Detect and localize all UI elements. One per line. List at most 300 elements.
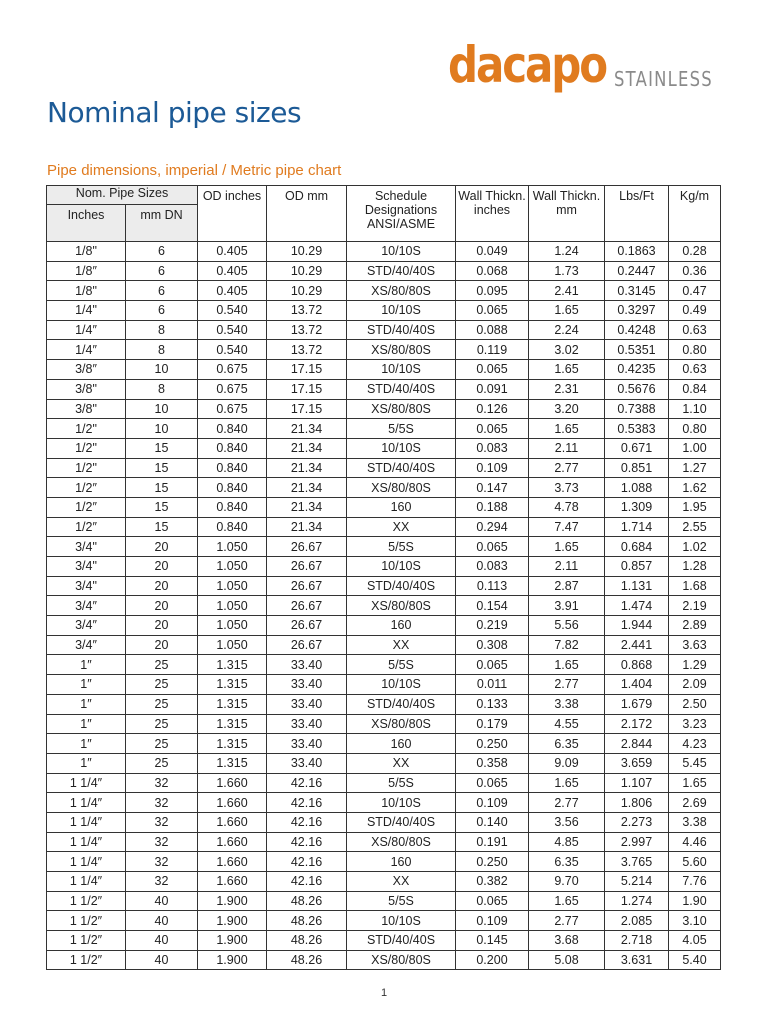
cell-od-inches: 1.660 (198, 793, 267, 813)
cell-schedule: STD/40/40S (347, 458, 456, 478)
cell-lbs-ft: 2.273 (605, 812, 669, 832)
cell-wall-inches: 0.049 (456, 242, 529, 262)
cell-inches: 1 1/4″ (47, 773, 126, 793)
cell-inches: 3/4″ (47, 616, 126, 636)
cell-inches: 1″ (47, 655, 126, 675)
cell-lbs-ft: 0.4235 (605, 360, 669, 380)
cell-od-inches: 1.660 (198, 812, 267, 832)
cell-kg-m: 2.09 (669, 675, 721, 695)
cell-kg-m: 0.49 (669, 301, 721, 321)
cell-schedule: STD/40/40S (347, 320, 456, 340)
cell-mm-dn: 20 (126, 616, 198, 636)
cell-schedule: STD/40/40S (347, 931, 456, 951)
cell-od-mm: 13.72 (267, 340, 347, 360)
cell-kg-m: 4.05 (669, 931, 721, 951)
cell-lbs-ft: 0.868 (605, 655, 669, 675)
cell-wall-mm: 2.77 (529, 675, 605, 695)
header-lbs-ft: Lbs/Ft (605, 186, 669, 242)
cell-inches: 1 1/2″ (47, 891, 126, 911)
cell-kg-m: 1.28 (669, 557, 721, 577)
cell-wall-inches: 0.065 (456, 301, 529, 321)
cell-wall-mm: 1.65 (529, 891, 605, 911)
table-row (47, 281, 721, 301)
cell-mm-dn: 6 (126, 242, 198, 262)
cell-kg-m: 4.23 (669, 734, 721, 754)
cell-wall-inches: 0.200 (456, 950, 529, 970)
cell-schedule: 5/5S (347, 537, 456, 557)
cell-wall-mm: 1.24 (529, 242, 605, 262)
header-schedule: Schedule Designations ANSI/ASME (347, 186, 456, 242)
cell-lbs-ft: 0.3145 (605, 281, 669, 301)
cell-lbs-ft: 0.2447 (605, 261, 669, 281)
cell-od-inches: 1.660 (198, 832, 267, 852)
cell-inches: 1 1/2″ (47, 911, 126, 931)
cell-mm-dn: 8 (126, 320, 198, 340)
cell-wall-inches: 0.088 (456, 320, 529, 340)
cell-mm-dn: 15 (126, 517, 198, 537)
cell-inches: 1/2" (47, 419, 126, 439)
cell-kg-m: 1.00 (669, 438, 721, 458)
table-row (47, 753, 721, 773)
table-row (47, 616, 721, 636)
cell-od-inches: 1.315 (198, 675, 267, 695)
cell-mm-dn: 20 (126, 557, 198, 577)
cell-od-inches: 1.660 (198, 852, 267, 872)
cell-wall-mm: 2.77 (529, 793, 605, 813)
cell-wall-inches: 0.250 (456, 852, 529, 872)
header-kg-m: Kg/m (669, 186, 721, 242)
cell-schedule: XX (347, 635, 456, 655)
cell-mm-dn: 15 (126, 497, 198, 517)
cell-od-inches: 1.660 (198, 872, 267, 892)
cell-inches: 3/4″ (47, 596, 126, 616)
cell-lbs-ft: 0.1863 (605, 242, 669, 262)
cell-wall-inches: 0.109 (456, 911, 529, 931)
cell-lbs-ft: 0.3297 (605, 301, 669, 321)
cell-kg-m: 2.69 (669, 793, 721, 813)
table-row (47, 812, 721, 832)
cell-lbs-ft: 1.088 (605, 478, 669, 498)
cell-wall-mm: 7.47 (529, 517, 605, 537)
cell-mm-dn: 15 (126, 478, 198, 498)
cell-wall-inches: 0.179 (456, 714, 529, 734)
cell-wall-mm: 6.35 (529, 852, 605, 872)
cell-od-inches: 0.840 (198, 517, 267, 537)
cell-kg-m: 1.10 (669, 399, 721, 419)
cell-mm-dn: 25 (126, 694, 198, 714)
cell-mm-dn: 25 (126, 655, 198, 675)
cell-kg-m: 1.29 (669, 655, 721, 675)
cell-lbs-ft: 5.214 (605, 872, 669, 892)
cell-lbs-ft: 2.085 (605, 911, 669, 931)
cell-kg-m: 1.90 (669, 891, 721, 911)
cell-mm-dn: 10 (126, 360, 198, 380)
cell-od-mm: 42.16 (267, 793, 347, 813)
page-subtitle: Pipe dimensions, imperial / Metric pipe chart (47, 162, 342, 179)
cell-wall-mm: 2.24 (529, 320, 605, 340)
cell-mm-dn: 20 (126, 537, 198, 557)
cell-od-inches: 1.900 (198, 911, 267, 931)
cell-wall-mm: 3.56 (529, 812, 605, 832)
cell-lbs-ft: 1.474 (605, 596, 669, 616)
cell-od-mm: 42.16 (267, 773, 347, 793)
cell-schedule: 5/5S (347, 891, 456, 911)
cell-mm-dn: 32 (126, 793, 198, 813)
cell-od-mm: 42.16 (267, 872, 347, 892)
cell-wall-inches: 0.154 (456, 596, 529, 616)
cell-inches: 1/4" (47, 301, 126, 321)
cell-kg-m: 2.89 (669, 616, 721, 636)
cell-lbs-ft: 1.806 (605, 793, 669, 813)
table-row (47, 832, 721, 852)
cell-od-mm: 48.26 (267, 950, 347, 970)
cell-wall-inches: 0.068 (456, 261, 529, 281)
cell-wall-mm: 3.73 (529, 478, 605, 498)
cell-od-inches: 1.900 (198, 931, 267, 951)
cell-mm-dn: 8 (126, 340, 198, 360)
cell-inches: 1/2″ (47, 497, 126, 517)
cell-wall-inches: 0.065 (456, 419, 529, 439)
cell-wall-inches: 0.065 (456, 360, 529, 380)
cell-od-mm: 17.15 (267, 360, 347, 380)
cell-od-mm: 33.40 (267, 675, 347, 695)
cell-inches: 1/2″ (47, 478, 126, 498)
cell-lbs-ft: 0.857 (605, 557, 669, 577)
cell-inches: 3/4" (47, 557, 126, 577)
cell-schedule: 160 (347, 852, 456, 872)
cell-kg-m: 2.50 (669, 694, 721, 714)
table-row (47, 438, 721, 458)
cell-kg-m: 7.76 (669, 872, 721, 892)
table-row (47, 734, 721, 754)
cell-od-mm: 26.67 (267, 596, 347, 616)
cell-wall-inches: 0.147 (456, 478, 529, 498)
cell-mm-dn: 10 (126, 399, 198, 419)
table-row (47, 872, 721, 892)
table-row (47, 950, 721, 970)
cell-wall-mm: 5.56 (529, 616, 605, 636)
cell-lbs-ft: 2.844 (605, 734, 669, 754)
cell-wall-mm: 7.82 (529, 635, 605, 655)
cell-schedule: XS/80/80S (347, 399, 456, 419)
cell-lbs-ft: 3.659 (605, 753, 669, 773)
cell-schedule: 160 (347, 734, 456, 754)
logo-wordmark: dacapo (448, 36, 606, 94)
table-row (47, 497, 721, 517)
table-row (47, 793, 721, 813)
cell-od-inches: 0.540 (198, 301, 267, 321)
cell-inches: 3/4″ (47, 635, 126, 655)
cell-lbs-ft: 1.714 (605, 517, 669, 537)
cell-kg-m: 1.95 (669, 497, 721, 517)
cell-lbs-ft: 0.5383 (605, 419, 669, 439)
cell-mm-dn: 25 (126, 675, 198, 695)
cell-mm-dn: 8 (126, 379, 198, 399)
cell-wall-inches: 0.219 (456, 616, 529, 636)
cell-od-inches: 1.315 (198, 655, 267, 675)
cell-kg-m: 0.28 (669, 242, 721, 262)
header-wall-inches: Wall Thickn. inches (456, 186, 529, 242)
cell-mm-dn: 6 (126, 281, 198, 301)
cell-kg-m: 0.84 (669, 379, 721, 399)
cell-inches: 3/8″ (47, 360, 126, 380)
cell-kg-m: 0.63 (669, 320, 721, 340)
cell-od-inches: 1.050 (198, 635, 267, 655)
cell-od-mm: 26.67 (267, 616, 347, 636)
cell-od-mm: 48.26 (267, 931, 347, 951)
cell-wall-inches: 0.191 (456, 832, 529, 852)
cell-mm-dn: 15 (126, 438, 198, 458)
cell-od-mm: 26.67 (267, 557, 347, 577)
cell-mm-dn: 25 (126, 714, 198, 734)
cell-inches: 1/2" (47, 458, 126, 478)
cell-lbs-ft: 2.718 (605, 931, 669, 951)
cell-wall-inches: 0.083 (456, 438, 529, 458)
cell-od-mm: 17.15 (267, 399, 347, 419)
cell-schedule: 10/10S (347, 438, 456, 458)
cell-wall-inches: 0.140 (456, 812, 529, 832)
cell-kg-m: 3.38 (669, 812, 721, 832)
cell-od-mm: 48.26 (267, 911, 347, 931)
cell-schedule: XS/80/80S (347, 596, 456, 616)
cell-od-inches: 0.405 (198, 261, 267, 281)
cell-kg-m: 1.68 (669, 576, 721, 596)
cell-wall-mm: 9.09 (529, 753, 605, 773)
cell-od-mm: 26.67 (267, 576, 347, 596)
cell-lbs-ft: 1.679 (605, 694, 669, 714)
cell-schedule: STD/40/40S (347, 379, 456, 399)
cell-lbs-ft: 1.309 (605, 497, 669, 517)
cell-lbs-ft: 3.765 (605, 852, 669, 872)
cell-od-mm: 13.72 (267, 320, 347, 340)
cell-wall-inches: 0.109 (456, 458, 529, 478)
cell-lbs-ft: 2.441 (605, 635, 669, 655)
cell-schedule: STD/40/40S (347, 812, 456, 832)
cell-od-inches: 0.540 (198, 340, 267, 360)
cell-od-mm: 26.67 (267, 635, 347, 655)
cell-wall-inches: 0.382 (456, 872, 529, 892)
cell-schedule: STD/40/40S (347, 261, 456, 281)
cell-kg-m: 3.63 (669, 635, 721, 655)
table-row (47, 675, 721, 695)
cell-wall-mm: 4.78 (529, 497, 605, 517)
cell-lbs-ft: 1.944 (605, 616, 669, 636)
cell-mm-dn: 20 (126, 576, 198, 596)
cell-wall-mm: 4.55 (529, 714, 605, 734)
cell-schedule: XX (347, 517, 456, 537)
cell-od-inches: 1.050 (198, 576, 267, 596)
cell-wall-mm: 3.20 (529, 399, 605, 419)
cell-schedule: 160 (347, 616, 456, 636)
table-row (47, 596, 721, 616)
cell-kg-m: 0.47 (669, 281, 721, 301)
cell-mm-dn: 32 (126, 872, 198, 892)
header-od-inches: OD inches (198, 186, 267, 242)
cell-od-inches: 0.405 (198, 242, 267, 262)
cell-inches: 1″ (47, 714, 126, 734)
cell-lbs-ft: 0.7388 (605, 399, 669, 419)
cell-schedule: STD/40/40S (347, 694, 456, 714)
brand-logo (448, 36, 713, 94)
cell-mm-dn: 15 (126, 458, 198, 478)
cell-mm-dn: 10 (126, 419, 198, 439)
cell-schedule: 10/10S (347, 793, 456, 813)
cell-od-mm: 48.26 (267, 891, 347, 911)
cell-wall-inches: 0.133 (456, 694, 529, 714)
cell-schedule: 10/10S (347, 242, 456, 262)
cell-kg-m: 4.46 (669, 832, 721, 852)
cell-inches: 1″ (47, 675, 126, 695)
cell-kg-m: 0.63 (669, 360, 721, 380)
cell-od-inches: 0.675 (198, 360, 267, 380)
cell-wall-inches: 0.113 (456, 576, 529, 596)
cell-inches: 1/8″ (47, 261, 126, 281)
cell-od-inches: 1.315 (198, 694, 267, 714)
cell-od-mm: 10.29 (267, 281, 347, 301)
header-od-mm: OD mm (267, 186, 347, 242)
cell-schedule: XX (347, 872, 456, 892)
cell-od-mm: 21.34 (267, 517, 347, 537)
cell-wall-mm: 3.91 (529, 596, 605, 616)
cell-wall-inches: 0.011 (456, 675, 529, 695)
cell-wall-inches: 0.065 (456, 655, 529, 675)
cell-wall-mm: 2.87 (529, 576, 605, 596)
cell-inches: 1 1/4″ (47, 872, 126, 892)
cell-wall-mm: 1.65 (529, 537, 605, 557)
header-wall-mm: Wall Thickn. mm (529, 186, 605, 242)
cell-wall-mm: 1.65 (529, 301, 605, 321)
cell-od-inches: 0.840 (198, 419, 267, 439)
cell-kg-m: 1.27 (669, 458, 721, 478)
table-row (47, 478, 721, 498)
table-row (47, 242, 721, 262)
cell-wall-mm: 1.65 (529, 773, 605, 793)
cell-wall-mm: 2.11 (529, 438, 605, 458)
cell-inches: 1 1/4″ (47, 793, 126, 813)
cell-od-mm: 21.34 (267, 458, 347, 478)
cell-od-mm: 21.34 (267, 438, 347, 458)
cell-od-mm: 42.16 (267, 832, 347, 852)
table-row (47, 301, 721, 321)
cell-inches: 1″ (47, 753, 126, 773)
table-row (47, 635, 721, 655)
table-row (47, 419, 721, 439)
header-nominal-sizes: Nom. Pipe Sizes (47, 186, 198, 205)
table-row (47, 931, 721, 951)
cell-od-inches: 0.840 (198, 438, 267, 458)
table-row (47, 557, 721, 577)
cell-inches: 1 1/4″ (47, 812, 126, 832)
cell-schedule: 160 (347, 497, 456, 517)
cell-lbs-ft: 0.851 (605, 458, 669, 478)
cell-wall-mm: 4.85 (529, 832, 605, 852)
cell-inches: 3/8" (47, 399, 126, 419)
cell-inches: 3/4" (47, 576, 126, 596)
cell-od-inches: 0.840 (198, 478, 267, 498)
cell-lbs-ft: 0.684 (605, 537, 669, 557)
pipe-size-table (46, 185, 721, 970)
cell-wall-mm: 3.02 (529, 340, 605, 360)
cell-mm-dn: 32 (126, 852, 198, 872)
cell-inches: 1 1/2″ (47, 950, 126, 970)
cell-wall-mm: 9.70 (529, 872, 605, 892)
cell-mm-dn: 40 (126, 911, 198, 931)
cell-lbs-ft: 1.274 (605, 891, 669, 911)
cell-od-mm: 21.34 (267, 419, 347, 439)
cell-od-inches: 0.540 (198, 320, 267, 340)
cell-kg-m: 5.45 (669, 753, 721, 773)
cell-wall-mm: 1.73 (529, 261, 605, 281)
cell-od-mm: 33.40 (267, 655, 347, 675)
cell-lbs-ft: 2.997 (605, 832, 669, 852)
cell-od-mm: 10.29 (267, 261, 347, 281)
cell-schedule: 5/5S (347, 655, 456, 675)
cell-inches: 1/8" (47, 242, 126, 262)
table-row (47, 911, 721, 931)
cell-mm-dn: 25 (126, 753, 198, 773)
cell-kg-m: 1.62 (669, 478, 721, 498)
cell-mm-dn: 40 (126, 891, 198, 911)
cell-wall-mm: 1.65 (529, 360, 605, 380)
cell-od-inches: 0.840 (198, 497, 267, 517)
cell-wall-mm: 3.38 (529, 694, 605, 714)
table-row (47, 379, 721, 399)
cell-schedule: 10/10S (347, 301, 456, 321)
cell-kg-m: 1.65 (669, 773, 721, 793)
cell-od-mm: 17.15 (267, 379, 347, 399)
cell-wall-inches: 0.095 (456, 281, 529, 301)
cell-od-mm: 33.40 (267, 694, 347, 714)
cell-wall-inches: 0.065 (456, 537, 529, 557)
cell-mm-dn: 32 (126, 812, 198, 832)
cell-mm-dn: 6 (126, 261, 198, 281)
cell-wall-mm: 2.11 (529, 557, 605, 577)
cell-lbs-ft: 0.4248 (605, 320, 669, 340)
cell-kg-m: 2.19 (669, 596, 721, 616)
cell-schedule: XS/80/80S (347, 832, 456, 852)
cell-kg-m: 0.80 (669, 419, 721, 439)
cell-schedule: 10/10S (347, 911, 456, 931)
cell-od-mm: 13.72 (267, 301, 347, 321)
cell-kg-m: 0.80 (669, 340, 721, 360)
table-row (47, 458, 721, 478)
cell-od-mm: 21.34 (267, 497, 347, 517)
cell-schedule: 10/10S (347, 360, 456, 380)
cell-od-inches: 1.050 (198, 537, 267, 557)
cell-od-mm: 42.16 (267, 852, 347, 872)
cell-wall-inches: 0.308 (456, 635, 529, 655)
cell-od-inches: 0.675 (198, 379, 267, 399)
cell-kg-m: 3.23 (669, 714, 721, 734)
table-row (47, 340, 721, 360)
cell-mm-dn: 20 (126, 596, 198, 616)
table-row (47, 399, 721, 419)
cell-wall-mm: 6.35 (529, 734, 605, 754)
table-row (47, 714, 721, 734)
cell-kg-m: 3.10 (669, 911, 721, 931)
cell-mm-dn: 40 (126, 931, 198, 951)
cell-wall-mm: 2.77 (529, 911, 605, 931)
cell-inches: 1/4″ (47, 320, 126, 340)
cell-inches: 1/2" (47, 438, 126, 458)
cell-schedule: 10/10S (347, 557, 456, 577)
cell-mm-dn: 6 (126, 301, 198, 321)
cell-od-inches: 1.315 (198, 714, 267, 734)
cell-wall-inches: 0.065 (456, 773, 529, 793)
header-mm-dn: mm DN (126, 205, 198, 242)
header-inches: Inches (47, 205, 126, 242)
cell-od-mm: 33.40 (267, 734, 347, 754)
